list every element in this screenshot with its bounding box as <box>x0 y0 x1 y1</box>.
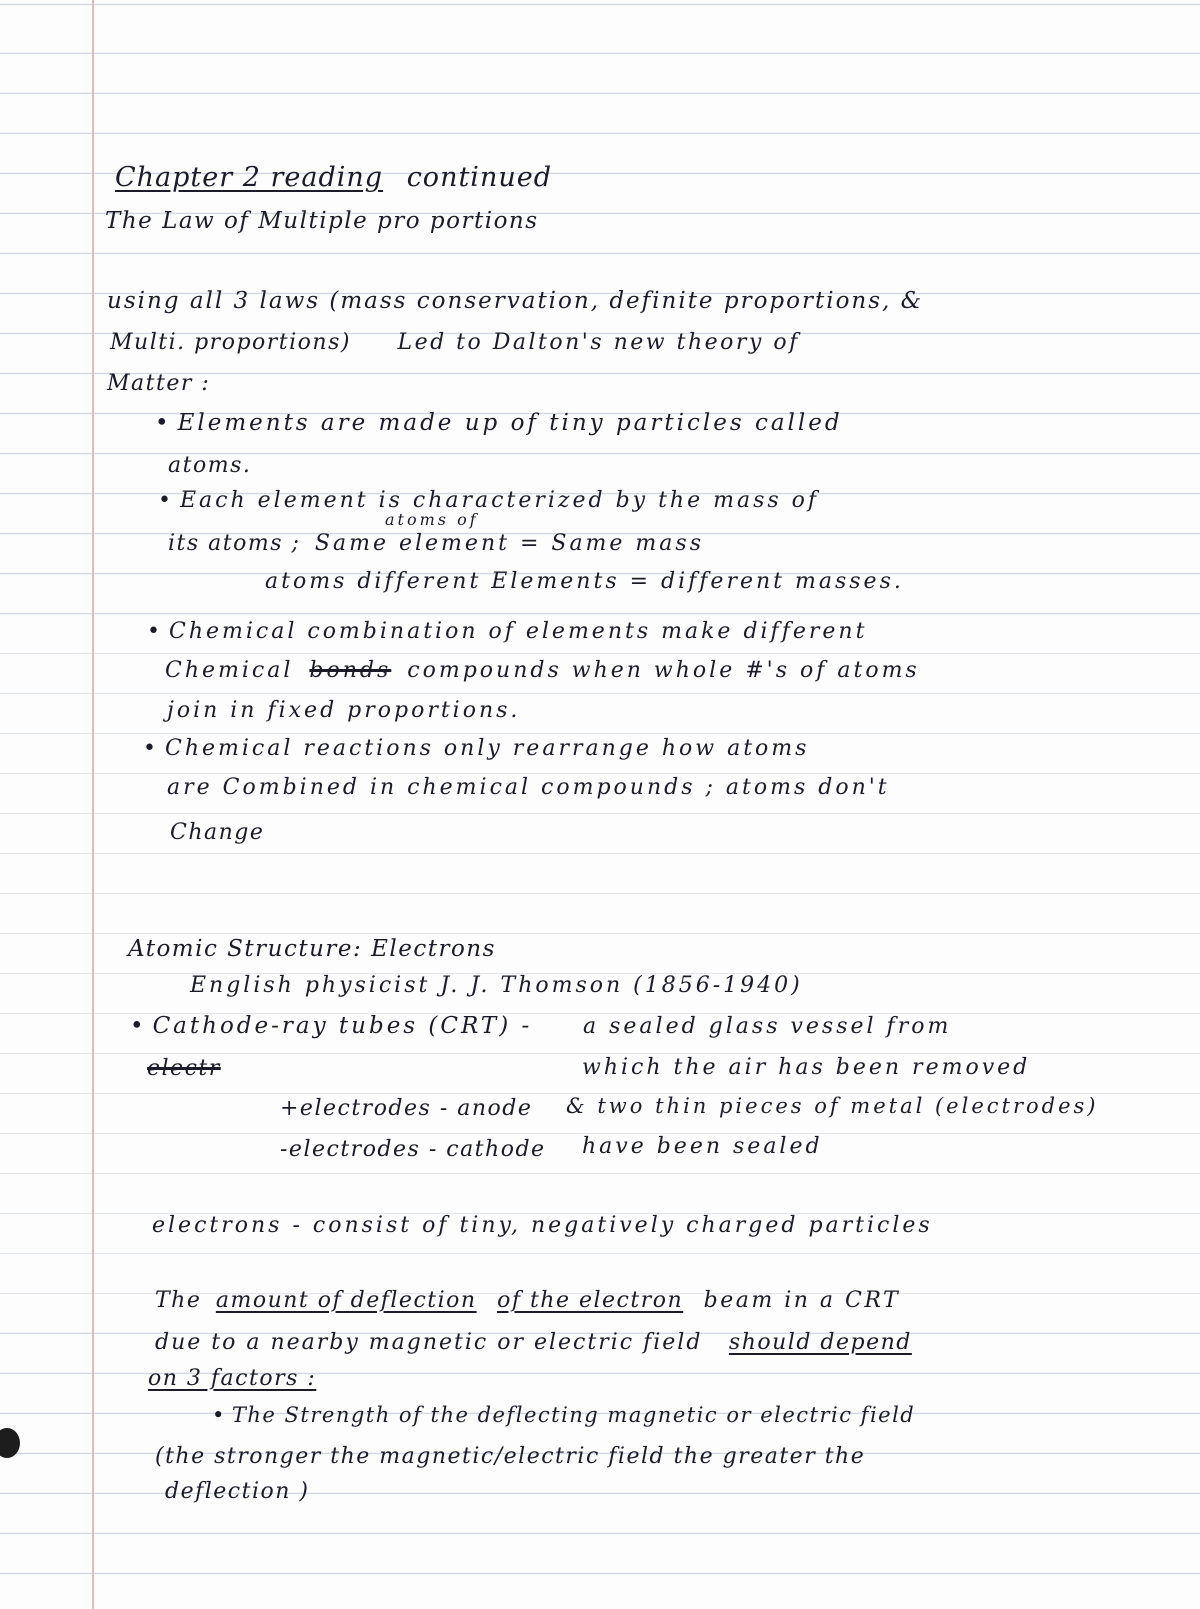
factor-1-line-2: (the stronger the magnetic/electric field the greater the <box>155 1444 866 1469</box>
bullet-2-text: Each element is characterized by the mass of <box>179 488 820 513</box>
section-2-title: Atomic Structure: Electrons <box>128 936 496 962</box>
crt-def-2: which the air has been removed <box>582 1055 1031 1080</box>
bullet-4-line-2: are Combined in chemical compounds ; atoms don't <box>167 775 890 800</box>
hole-punch-mark <box>0 1428 20 1458</box>
heading-suffix: continued <box>406 162 552 193</box>
factor-1-line-1 <box>212 1405 915 1426</box>
deflection-line-1c: of the electron <box>497 1288 684 1313</box>
bullet-2-insert: atoms of <box>385 510 479 529</box>
anode: +electrodes - anode <box>280 1096 533 1121</box>
bullet-3-line-2b: compounds when whole #'s of atoms <box>407 658 920 683</box>
deflection-line-2a: due to a nearby magnetic or electric field <box>155 1330 703 1355</box>
bullet-1-line-2: atoms. <box>168 453 252 478</box>
crt-def-1: a sealed glass vessel from <box>583 1014 952 1039</box>
intro-line-3: Matter : <box>107 371 211 396</box>
bullet-dot-icon: • <box>158 488 174 513</box>
intro-line-2 <box>110 332 800 354</box>
bullet-dot-icon: • <box>147 619 163 644</box>
bullet-4-line-3: Change <box>170 820 265 845</box>
subheading: The Law of Multiple pro portions <box>105 208 539 234</box>
crt-label <box>130 1015 532 1038</box>
bullet-4-line-1 <box>143 738 809 760</box>
heading-text: Chapter 2 reading <box>115 162 384 193</box>
intro-line-1: using all 3 laws (mass conservation, definite proportions, & <box>107 288 924 314</box>
bullet-dot-icon: • <box>155 410 172 436</box>
bullet-2-line-1 <box>158 490 819 512</box>
cathode: -electrodes - cathode <box>280 1137 546 1162</box>
electrons-line: electrons - consist of tiny, negatively charged particles <box>152 1213 933 1238</box>
bullet-4-text: Chemical reactions only rearrange how atoms <box>164 736 810 761</box>
bullet-dot-icon: • <box>130 1013 147 1039</box>
bullet-2-line-2b: Same element = Same mass <box>314 531 704 556</box>
deflection-line-1b: amount of deflection <box>215 1288 477 1313</box>
bullet-3-line-2 <box>165 660 920 682</box>
bullet-2-line-2a: its atoms ; <box>168 531 301 556</box>
crt-def-3: & two thin pieces of metal (electrodes) <box>566 1094 1099 1118</box>
bullet-3-line-1 <box>147 621 867 643</box>
bullet-dot-icon: • <box>212 1403 226 1427</box>
crt-label-text: Cathode-ray tubes (CRT) - <box>152 1013 533 1039</box>
bullet-3-text: Chemical combination of elements make different <box>168 619 868 644</box>
bullet-2-line-3: atoms different Elements = different masses. <box>265 569 904 594</box>
intro-line-2b: Led to Dalton's new theory of <box>397 330 800 355</box>
deflection-line-1d: beam in a CRT <box>703 1288 901 1313</box>
margin-line <box>92 0 94 1609</box>
deflection-line-3: on 3 factors : <box>148 1366 317 1391</box>
deflection-line-1 <box>155 1290 900 1312</box>
heading <box>115 164 552 191</box>
bullet-2-line-2 <box>168 533 704 555</box>
bullet-3-line-2a: Chemical <box>165 658 294 683</box>
crt-struck: electr <box>147 1056 221 1081</box>
deflection-line-2 <box>155 1332 912 1354</box>
factor-1-text: The Strength of the deflecting magnetic or electric field <box>231 1403 916 1427</box>
bullet-1-text: Elements are made up of tiny particles called <box>177 410 843 436</box>
intro-line-2a: Multi. proportions) <box>110 330 351 355</box>
bullet-dot-icon: • <box>143 736 159 761</box>
deflection-line-1a: The <box>155 1288 202 1313</box>
bullet-3-struck: bonds <box>309 658 392 683</box>
deflection-line-2b: should depend <box>728 1330 912 1355</box>
thomson-line: English physicist J. J. Thomson (1856-1940) <box>190 973 803 998</box>
crt-def-4: have been sealed <box>582 1134 823 1159</box>
bullet-3-line-3: join in fixed proportions. <box>167 698 521 723</box>
bullet-1-line-1 <box>155 412 843 435</box>
factor-1-line-3: deflection ) <box>165 1479 310 1504</box>
